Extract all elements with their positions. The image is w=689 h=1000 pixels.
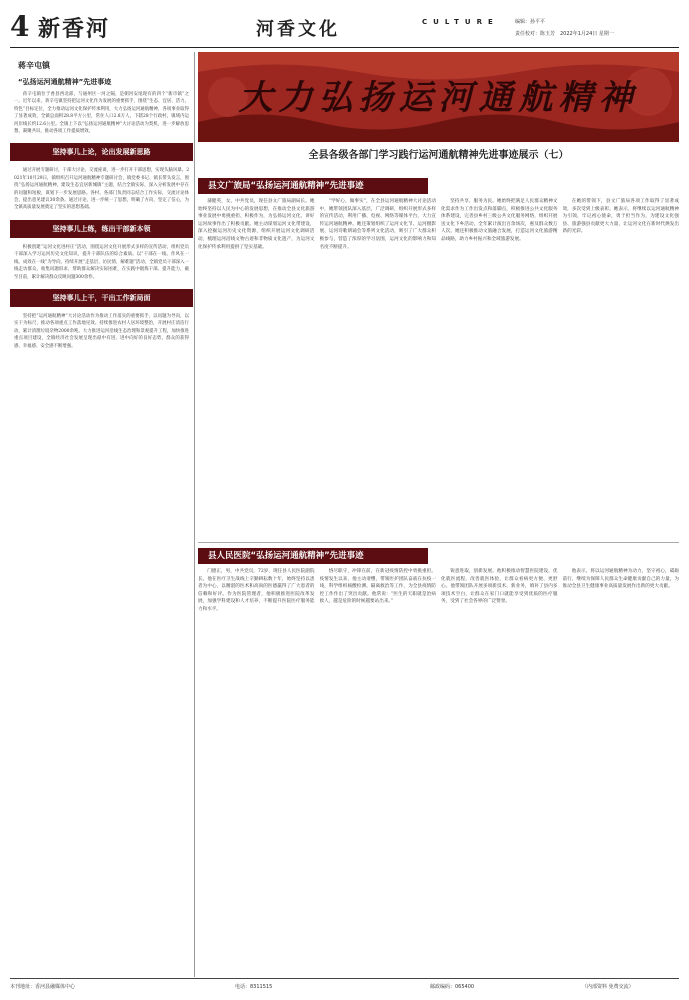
proof-date-line: 责任校对：陈玉芳 2022年1月24日 星期一 xyxy=(515,31,614,37)
footer-note: （内部资料 免费交流） xyxy=(582,984,634,990)
article2-column: 他表示，将以运河通航精神为动力，坚守初心，砥砺前行，继续为保障人民群众生命健康贡献自己的力量，为推动全县卫生健康事业高质量发展作出新的更大贡献。 xyxy=(562,569,679,590)
footer-postcode: 邮政编码：065400 xyxy=(430,984,475,990)
left-section-body: 积极创建“运河文化进村庄”活动，围绕运河文化开展形式多样的宣传活动，组织党员干部深入学习运河历史文化知识，提升干部队伍的综合素质。以“干部在一线、作风在一线、成效在一线”为导向，持续开展“走基层、访民情、解难题”活动，全镇党员干部深入一线走访群众，收集问题诉求，帮助群众解决实际困难，在实践中锻炼干部、提升能力，截至目前，累计解决群众反映问题300余件。 xyxy=(14,244,189,280)
banner-subtitle: 全县各级各部门学习践行运河通航精神先进事迹展示（七） xyxy=(308,150,569,161)
article1-title: 县文广旅局“弘扬运河通航精神”先进事迹 xyxy=(198,178,428,194)
section-title: 河香文化 xyxy=(256,19,340,40)
article2-column: 门德正，男，中共党员，72岁，现任县人民医院副院长。他在医疗卫生战线上辛勤耕耘数十年，始终坚持以患者为中心，以精湛的医术和高尚的医德赢得了广大患者的信赖和好评。作为医院管理者，他积极推进医院改革发展，加强学科建设和人才培养，不断提升医院医疗服务能力和水平。 xyxy=(198,569,315,612)
article1-column: 坚持共享，服务为民。她始终把满足人民群众精神文化需求作为工作出发点和落脚点，积极推进公共文化服务体系建设，完善县乡村三级公共文化服务网络，组织开展送文化下乡活动，全年累计演出百余场次，惠及群众数万人次。她还积极推动文旅融合发展，打造运河文化旅游精品线路，助力乡村振兴和全域旅游发展。 xyxy=(441,199,558,242)
article2-column: 锐意进取，创新发展。他积极推动智慧医院建设，优化就医流程，改善就医体验，让群众看病更方便、更舒心。他带领团队开展多项新技术、新业务，填补了县内多项技术空白，让群众在家门口就能享受到优质的医疗服务，受到了社会各界的广泛赞誉。 xyxy=(441,569,558,605)
article1-body xyxy=(198,198,679,536)
left-author: 蒋辛屯镇 xyxy=(18,61,50,70)
page-number: 4 xyxy=(10,10,30,43)
left-section-heading: 坚持事儿上练，练出干部新本领 xyxy=(10,220,193,238)
article2-body xyxy=(198,568,679,963)
footer-address: 本刊地址：香河县融媒体中心 xyxy=(10,984,76,990)
left-section-heading: 坚持事儿上干，干出工作新局面 xyxy=(10,289,193,307)
article2-title: 县人民医院“弘扬运河通航精神”先进事迹 xyxy=(198,548,428,564)
editor-line: 编辑：孙平平 xyxy=(515,19,546,25)
left-section-body: 坚持把“运河通航精神”大讨论活动作为推动工作落实的重要抓手，以问题为导向，以实干为标尺，推动各项重点工作落地见效。持续推进农村人居环境整治，开展村庄清洁行动，累计清理垃圾杂物2000余吨。大力推进运河沿线生态治理和景观提升工程，加快推进重点项目建设，全镇经济社会发展呈现出稳中有进、进中向好的良好态势，群众的获得感、幸福感、安全感不断增强。 xyxy=(14,313,189,349)
left-section-heading: 坚持事儿上论，论出发展新思路 xyxy=(10,143,193,161)
article2-column: 恪尽职守，冲锋在前，在新冠疫情防控中勇挑重担。疫情发生以来，他主动请缨，带领医护团队奋战在抗疫一线，科学组织核酸检测、隔离救治等工作，为全县疫情防控工作作出了突出贡献。他常说：“医生的天职就是治病救人，越是危险的时候越要站出来。” xyxy=(319,569,436,605)
masthead xyxy=(10,8,679,48)
left-column xyxy=(10,52,193,972)
article1-column: 在她的带领下，县文广旅局各项工作取得了显著成效，多次受到上级表彰。她表示，将继续以运河通航精神为引领，牢记初心使命，勇于担当作为，为建设文化强县、旅游强县贡献更大力量，让运河文化在新时代焕发出新的光彩。 xyxy=(562,199,679,235)
banner-title: 大力弘扬运河通航精神 xyxy=(238,78,639,118)
article1-column: 蒲健英，女，中共党员，现任县文广旅局副局长。她始终坚持以人民为中心的发展思想，在推动全县文化旅游事业发展中勇挑重担、积极作为，为弘扬运河文化、讲好运河故事作出了积极贡献。她主动谋划运河文化带建设，深入挖掘运河历史文化资源，组织开展运河文化调研活动，梳理运河沿线文物古迹和非物质文化遗产，为运河文化保护传承利用提供了坚实基础。 xyxy=(198,199,315,250)
article-divider xyxy=(198,542,679,543)
banner xyxy=(198,52,679,142)
left-section-body: 通过开展专题研讨，干部大讨论、交流座谈，进一步打开干部思想，实现头脑风暴。2021年10月29日，镇组织召开运河通航精神专题研讨会，镇党委书记、镇长带头发言，围绕“弘扬运河通航精神，建设生态宜居新城镇”主题，结合全镇实际，深入分析发展中存在的问题和短板，谋划下一步发展思路。各村、各部门负责同志结合工作实际，交流讨论体会，提出意见建议30余条。通过讨论，进一步统一了思想，明确了方向，坚定了信心，为全镇高质量发展奠定了坚实的思想基础。 xyxy=(14,168,189,211)
footer-phone: 电话：8311515 xyxy=(235,984,273,990)
footer xyxy=(10,978,679,994)
column-divider xyxy=(194,52,195,977)
section-en-title: CULTURE xyxy=(422,18,499,26)
paper-name: 新香河 xyxy=(38,16,111,42)
left-intro: 蒋辛屯镇位于香县西北部，与通州区一河之隔，是朝河安尾现有的四个“新市镇”之一。近年以来，蒋辛屯镇坚持把运河文化作为发展的重要抓手，围绕“生态、宜居、活力、特色”目标定位，全力推动运河文化保护传承利用，大力弘扬运河通航精神，各项事业取得了显著成效，全镇总面积28.8平方公里，常住人口2.8万人，下辖28个行政村，镇域内运河岸线长约12.6公里。全镇上下以“弘扬运河通航精神”大讨论活动为契机，进一步解放思想、凝聚共识，推动各项工作提质增效。 xyxy=(14,92,189,135)
left-article-title: “弘扬运河通航精神”先进事迹 xyxy=(18,78,112,86)
article1-column: “学好心，做事实”，在全县运河通航精神大讨论活动中，她带领团队深入基层，广泛调研，组织开展形式多样的宣传活动，利用广播、电视、网络等媒体平台，大力宣传运河通航精神。她还策划组织了运河文化节、运河摄影展、运河诗歌朗诵会等系列文化活动，吸引了广大群众积极参与，营造了浓厚的学习氛围，运河文化的影响力和知名度不断提升。 xyxy=(319,199,436,250)
